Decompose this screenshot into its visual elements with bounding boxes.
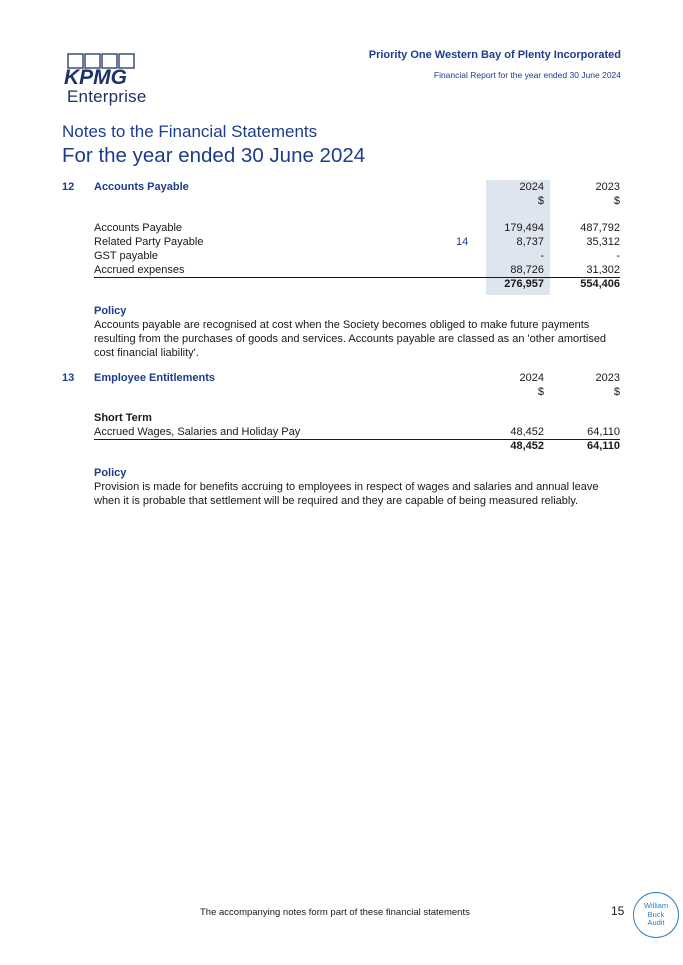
- table-row-label: Related Party Payable: [94, 236, 204, 248]
- note-13-heading: Employee Entitlements: [94, 372, 216, 384]
- table-cell-2023: 35,312: [586, 236, 620, 248]
- notes-period: For the year ended 30 June 2024: [62, 144, 366, 167]
- stamp-line: Audit: [647, 918, 665, 927]
- note-12-col-2024: 2024: [519, 181, 544, 193]
- table-cell-2024: 48,452: [510, 426, 544, 438]
- page-number: 15: [611, 904, 625, 918]
- note-12-total-2023: 554,406: [580, 278, 620, 290]
- note-reference: 14: [456, 236, 469, 248]
- note-13-col-2023: 2023: [595, 372, 620, 384]
- note-13-number: 13: [62, 372, 75, 384]
- note-13-col-2024: 2024: [519, 372, 544, 384]
- stamp-line: Buck: [647, 909, 665, 919]
- logo-enterprise: Enterprise: [67, 87, 147, 106]
- note-13-policy-heading: Policy: [94, 467, 127, 479]
- table-cell-2023: 64,110: [587, 426, 620, 438]
- note-13-unit-2024: $: [537, 386, 544, 398]
- table-cell-2024: -: [540, 250, 544, 262]
- table-cell-2023: 31,302: [586, 264, 620, 276]
- note-13-policy-text: Provision is made for benefits accruing to employees in respect of wages and salaries and annual leave when it is probable that settlement will be required and they are capable of being measured reliably.: [94, 481, 599, 507]
- note-12-policy-text: Accounts payable are recognised at cost when the Society becomes obliged to make future payments resulting from the purchases of goods and services. Accounts payable are classed as an 'other amortised cost financial liability'.: [94, 319, 607, 359]
- company-name: Priority One Western Bay of Plenty Incorporated: [368, 49, 621, 61]
- kpmg-logo-mark: [62, 52, 142, 92]
- note-12-policy-heading: Policy: [94, 305, 127, 317]
- table-row-label: Accounts Payable: [94, 222, 183, 234]
- table-cell-2023: 487,792: [580, 222, 620, 234]
- note-12-unit-2024: $: [537, 195, 544, 207]
- note-12-number: 12: [62, 181, 75, 193]
- table-row-label: Accrued Wages, Salaries and Holiday Pay: [94, 426, 301, 438]
- report-subtitle: Financial Report for the year ended 30 June 2024: [433, 70, 621, 80]
- note-13-unit-2023: $: [613, 386, 620, 398]
- note-13-subheading: Short Term: [94, 412, 152, 424]
- footer-note: The accompanying notes form part of these financial statements: [200, 907, 470, 918]
- audit-stamp: [633, 892, 679, 938]
- note-12-heading: Accounts Payable: [94, 181, 189, 193]
- table-cell-2024: 88,726: [510, 264, 544, 276]
- table-cell-2024: 179,494: [504, 222, 544, 234]
- note-12-total-2024: 276,957: [504, 278, 544, 290]
- note-12-col-2023: 2023: [595, 181, 620, 193]
- notes-title: Notes to the Financial Statements: [62, 122, 318, 141]
- note-13-total-2024: 48,452: [510, 440, 544, 452]
- table-row-label: Accrued expenses: [94, 264, 185, 276]
- table-row-label: GST payable: [94, 250, 159, 262]
- table-cell-2024: 8,737: [516, 236, 544, 248]
- kpmg-logo-text: KPMG: [64, 66, 127, 89]
- note-12-unit-2023: $: [613, 195, 620, 207]
- note-13-total-2023: 64,110: [586, 440, 620, 452]
- table-cell-2023: -: [616, 250, 620, 262]
- stamp-line: William: [643, 901, 669, 910]
